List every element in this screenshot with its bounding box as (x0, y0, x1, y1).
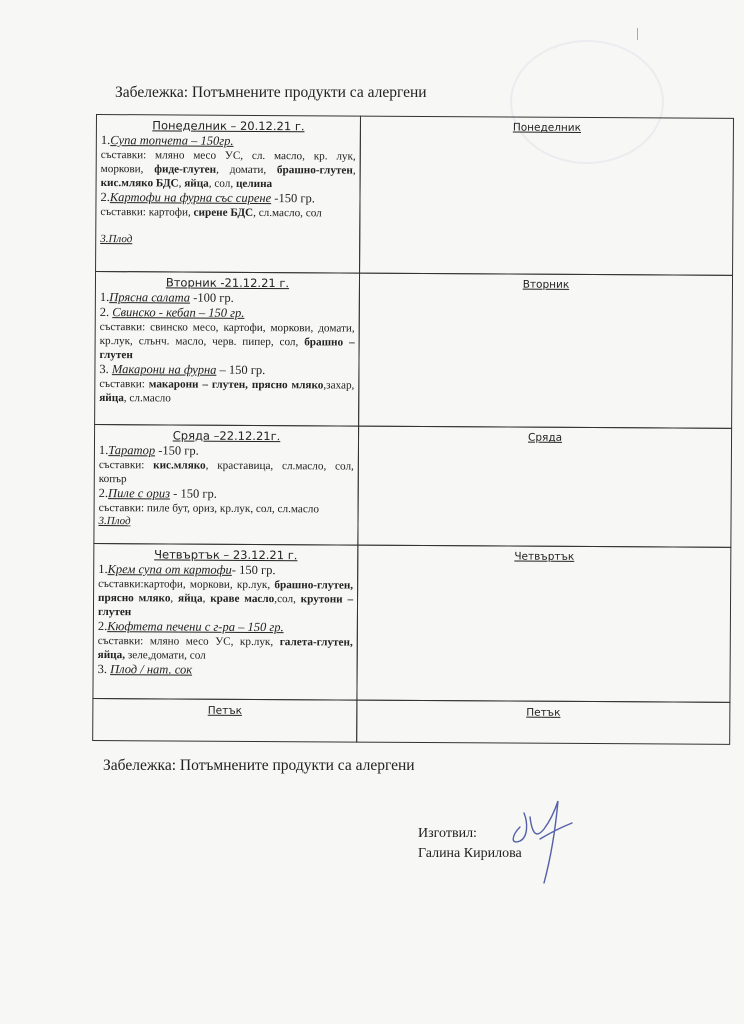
prepared-label: Изготвил: (418, 826, 477, 841)
dish: 2. Свинско - кебап – 150 гр. (99, 305, 245, 320)
ingredients (98, 634, 353, 664)
ingredient-text: съставки: картофи, (100, 206, 194, 219)
day-title-right: Сряда (527, 431, 563, 444)
ingredient-text: съставки: мляно месо УС, кр.лук, (97, 635, 280, 649)
day-cell-right-tuesday (358, 273, 733, 429)
allergen-text: брашно-глутен, прясно мляко (98, 579, 354, 605)
dish: 1.Таратор -150 гр. (98, 443, 199, 458)
allergen-text: брашно – глутен (99, 336, 355, 362)
day-title: Вторник -21.12.21 г. (165, 275, 290, 291)
ingredient-text: , краставица, сл.масло, сол, копър (98, 459, 354, 486)
ingredients (99, 458, 354, 488)
day-title-right: Четвъртък (514, 550, 575, 563)
allergen-text: яйца (178, 592, 203, 605)
day-title-right: Вторник (522, 278, 570, 291)
ingredient-text: съставки: мляно месо УС, сл. масло, кр. лук, моркови, (100, 149, 356, 176)
dish-fruit: 3.Плод (100, 233, 133, 246)
handwritten-signature (506, 783, 576, 893)
ingredients (100, 205, 355, 221)
dish: 3. Плод / нат. сок (97, 662, 193, 677)
day-cell-friday: Петък (92, 698, 357, 743)
ingredient-text: , (178, 177, 185, 190)
day-title: Четвъртък – 23.12.21 г. (154, 547, 298, 563)
menu-table (93, 115, 734, 745)
ingredient-text: , сол, (208, 177, 236, 190)
ingredient-text: съставки: свинско месо, картофи, моркови, домати, кр.лук, слънч. масло, черв. пипер, сол, (99, 321, 355, 349)
ingredient-text: зеле,домати, сол (125, 649, 206, 662)
allergen-text: яйца (99, 392, 124, 405)
day-cell-tuesday (94, 271, 360, 427)
day-title-right: Понеделник (512, 121, 582, 134)
ingredients (98, 577, 353, 621)
ingredient-text: съставки:картофи, моркови, кр.лук, (98, 578, 275, 592)
ingredient-text: съставки: пиле бут, ориз, кр.лук, сол, сл.масло (98, 502, 320, 516)
ingredients (99, 377, 354, 407)
allergen-text: целина (235, 177, 273, 191)
ingredients (101, 148, 356, 192)
ingredient-text: , (352, 164, 356, 177)
allergen-text: макарони – глутен, прясно мляко (148, 378, 324, 392)
day-title: Сряда –22.12.21г. (172, 428, 281, 444)
allergen-text: кис.мляко БДС (100, 177, 179, 190)
dish: 1.Крем супа от картофи- 150 гр. (98, 562, 276, 578)
ingredient-text: , домати, (216, 163, 277, 177)
allergen-text: брашно-глутен (276, 164, 353, 177)
day-cell-right-wednesday (357, 426, 732, 548)
allergen-text: кис.мляко (153, 459, 206, 472)
day-title: Понеделник – 20.12.21 г. (152, 118, 305, 134)
day-cell-right-friday: Петък (356, 700, 730, 745)
ingredient-text: съставки: (98, 459, 154, 472)
dish: 3. Макарони на фурна – 150 гр. (99, 362, 266, 378)
dish-fruit: 3.Плод (98, 515, 131, 528)
allergen-text: галета-глутен, яйца, (97, 636, 353, 662)
day-cell-wednesday (93, 424, 359, 546)
scan-mark (637, 28, 638, 40)
day-cell-right-monday (359, 116, 734, 276)
dish: 1.Прясна салата -100 гр. (99, 290, 234, 305)
allergen-note-top: Забележка: Потъмнените продукти са алергени (115, 84, 427, 101)
ingredient-text: съставки: (99, 378, 149, 391)
ingredients (99, 501, 354, 517)
dish: 2.Кюфтета печени с г-ра – 150 гр. (97, 619, 284, 635)
ingredient-text: ,сол, (274, 593, 301, 606)
ingredient-text: , (170, 592, 179, 605)
ingredient-text: , сл.масло, сол (253, 206, 322, 220)
day-cell-monday (95, 114, 361, 274)
day-cell-right-thursday (356, 545, 731, 703)
ingredient-text: , (202, 592, 211, 605)
allergen-text: яйца (184, 177, 209, 190)
dish: 2.Картофи на фурна със сирене -150 гр. (100, 190, 315, 206)
allergen-text: крутони – глутен (97, 593, 354, 619)
prepared-name: Галина Кирилова (418, 846, 522, 861)
dish: 1.Супа топчета – 150гр. (100, 133, 234, 148)
allergen-text: сирене БДС (193, 206, 254, 219)
allergen-note-bottom: Забележка: Потъмнените продукти са алергени (103, 757, 415, 774)
allergen-text: краве масло (210, 592, 275, 606)
allergen-text: фиде-глутен (154, 163, 217, 176)
ingredients (99, 320, 354, 364)
ingredient-text: , сл.масло (123, 392, 171, 405)
dish: 2.Пиле с ориз - 150 гр. (98, 486, 217, 501)
ingredient-text: ,захар, (323, 379, 355, 392)
day-cell-thursday (92, 543, 358, 701)
